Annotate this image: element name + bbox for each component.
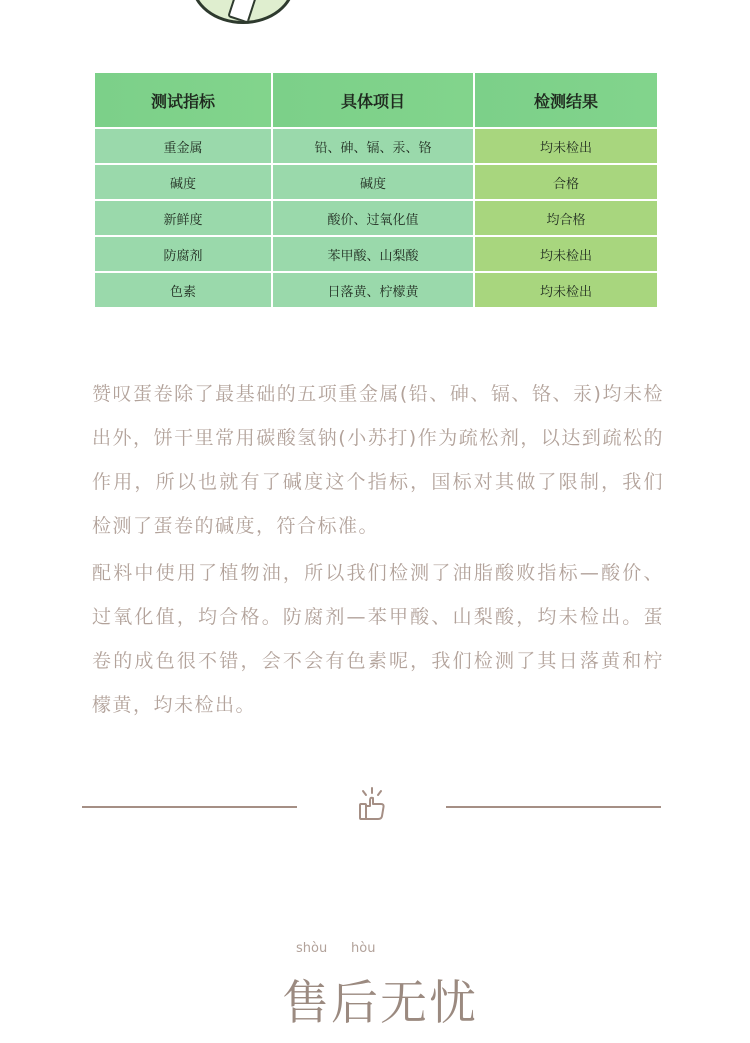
section-title: 售后无忧 <box>282 976 478 1031</box>
table-header-row <box>95 73 657 127</box>
table-row <box>95 165 657 199</box>
divider-line-left <box>82 806 297 808</box>
cell-item: 碱度 <box>273 165 473 199</box>
table-row <box>95 201 657 235</box>
table-row <box>95 237 657 271</box>
cell-indicator: 新鲜度 <box>95 201 271 235</box>
pinyin-shou: shòu <box>296 941 328 956</box>
badge-bottle-icon <box>227 0 258 24</box>
product-badge-icon <box>191 0 295 24</box>
cell-indicator: 重金属 <box>95 129 271 163</box>
header-specific-item: 具体项目 <box>273 73 473 127</box>
cell-item: 日落黄、柠檬黄 <box>273 273 473 307</box>
table-row <box>95 129 657 163</box>
cell-indicator: 碱度 <box>95 165 271 199</box>
header-test-result: 检测结果 <box>475 73 657 127</box>
cell-indicator: 防腐剂 <box>95 237 271 271</box>
description-paragraph-1: 赞叹蛋卷除了最基础的五项重金属(铅、砷、镉、铬、汞)均未检出外，饼干里常用碳酸氢钠(小苏打)作为疏松剂，以达到疏松的作用，所以也就有了碱度这个指标，国标对其做了限制，我们检测了蛋卷的碱度，符合标准。 <box>92 383 664 537</box>
header-test-indicator: 测试指标 <box>95 73 271 127</box>
cell-item: 苯甲酸、山梨酸 <box>273 237 473 271</box>
cell-result: 合格 <box>475 165 657 199</box>
description-paragraph-2: 配料中使用了植物油，所以我们检测了油脂酸败指标—酸价、过氧化值，均合格。防腐剂—苯甲酸、山梨酸，均未检出。蛋卷的成色很不错，会不会有色素呢，我们检测了其日落黄和柠檬黄，均未检出。 <box>92 562 664 716</box>
test-results-table <box>93 71 659 309</box>
table-row <box>95 273 657 307</box>
cell-result: 均合格 <box>475 201 657 235</box>
pinyin-hou: hòu <box>351 941 376 956</box>
cell-item: 铅、砷、镉、汞、铬 <box>273 129 473 163</box>
cell-result: 均未检出 <box>475 237 657 271</box>
cell-item: 酸价、过氧化值 <box>273 201 473 235</box>
divider-line-right <box>446 806 661 808</box>
cell-result: 均未检出 <box>475 129 657 163</box>
cell-indicator: 色素 <box>95 273 271 307</box>
cell-result: 均未检出 <box>475 273 657 307</box>
thumbs-up-icon <box>355 786 389 822</box>
